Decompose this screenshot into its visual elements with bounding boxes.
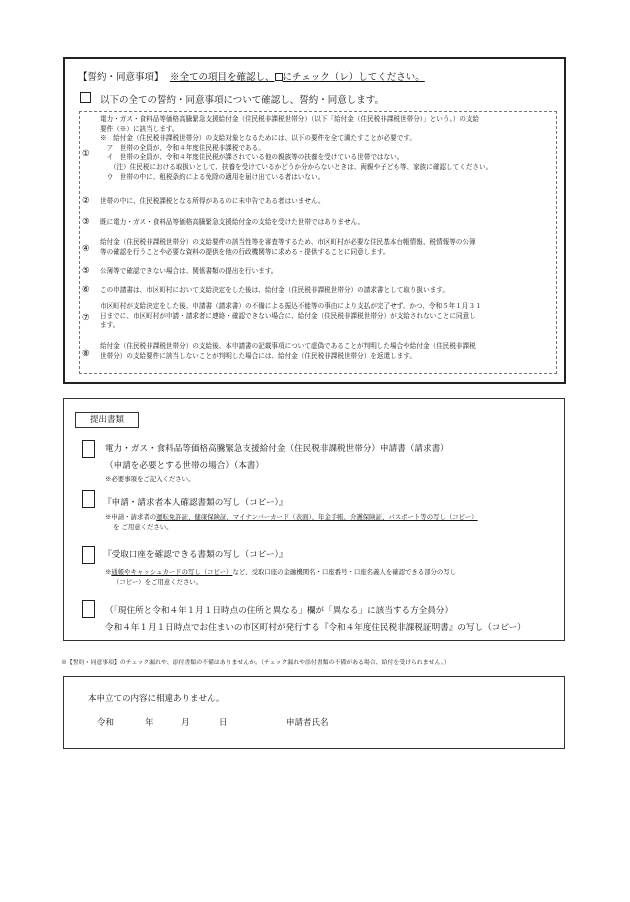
year-label: 年 [145, 718, 154, 728]
item-number: ② [82, 196, 90, 206]
era-label: 令和 [97, 718, 115, 728]
document-note-2: ※申請・請求者の運転免許証、健康保険証、マイナンバーカード（表面）、年金手帳、介護保険証、パスポート等の写し（コピー） [105, 513, 478, 521]
item-number: ⑦ [82, 313, 90, 323]
pledge-item-3: 既に電力・ガス・食料品等価格高騰緊急支援給付金の支給を受けた世帯ではありません。 [100, 218, 365, 226]
pledge-item-2: 世帯の中に、住民税課税となる所得があるのに未申告である者はいません。 [100, 197, 325, 205]
document-note-2-cont: を ご用意ください。 [113, 523, 173, 531]
pledge-heading: 【誓約・同意事項】 [78, 72, 164, 83]
pledge-instruction: ※全ての項目を確認し、 にチェック（レ）してください。 [170, 72, 425, 83]
documents-label: 提出書類 [75, 412, 139, 428]
pledge-item-1: 電力・ガス・食料品等価格高騰緊急支援給付金（住民税非課税世帯分）（以下「給付金（住民税非課税世帯分）」という。）の支給 要件（※）に該当します。 ※ 給付金（住民税非課税世帯分）の支給対象となるためには、以下の要件を全て満たすことが必要です。 ア 世帯の全員が、令和４年度住民税非課税である。 イ 世帯の全員が、令和４年度住民税が課されている他の親族等の扶養を受けている世帯ではない。 （注）住民税における取扱いとして、扶養を受けているかどうか分からないときは、両親や子ども等、家族に確認してください。 ウ 世帯の中に、租税条約による免除の適用を届け出ている者はいない。 [100, 115, 493, 181]
pledge-item-4: 給付金（住民税非課税世帯分）の支給要件の該当性等を審査等するため、市区町村が必要な住民基本台帳情報、税情報等の公簿 等の確認を行うことや必要な資料の提供を他の行政機関等に求める・提供することに同意します。 [100, 238, 476, 256]
day-label: 日 [219, 718, 228, 728]
item-number: ③ [82, 217, 90, 227]
document-title-1: 電力・ガス・食料品等価格高騰緊急支援給付金（住民税非課税世帯分）申請書（請求書） [105, 444, 449, 454]
applicant-name-label: 申請者氏名 [286, 718, 329, 728]
document-checkbox-3[interactable] [82, 546, 95, 564]
pledge-item-6: この申請書は、市区町村において支給決定をした後は、給付金（住民税非課税世帯分）の請求書として取り扱います。 [100, 286, 449, 294]
month-label: 月 [181, 718, 190, 728]
pledge-agree-text: 以下の全ての誓約・同意事項について確認し、誓約・同意します。 [100, 95, 385, 106]
document-sub-4: 令和４年１月１日時点でお住まいの市区町村が発行する『令和４年度住民税非課税証明書』の写し（コピー） [105, 623, 526, 633]
document-title-2: 『申請・請求者本人確認書類の写し（コピー）』 [103, 498, 288, 508]
item-number: ⑥ [82, 285, 90, 295]
confirmation-section [63, 676, 565, 749]
document-checkbox-2[interactable] [82, 490, 95, 508]
document-title-4: （「現住所と令和４年１月１日時点の住所と異なる」欄が「異なる」に該当する方全員分） [105, 606, 454, 616]
pledge-item-8: 給付金（住民税非課税世帯分）の支給後、本申請書の記載事項について虚偽であることが判明した場合や給付金（住民税非課税 世帯分）の支給要件に該当しないことが判明した場合には、給付金（住民税非課税世帯分）を返還します。 [100, 342, 476, 360]
item-number: ⑧ [82, 349, 90, 359]
document-note-3: ※通帳やキャッシュカードの写し（コピー）など、受取口座の金融機関名・口座番号・口座名義人を確認できる部分の写し [105, 568, 457, 576]
pledge-item-7: 市区町村が支給決定をした後、申請書（請求書）の不備による振込不能等の事由により支払が完了せず、かつ、令和５年１月３１ 日までに、市区町村が申請・請求者に連絡・確認できない場合に、給付金（住民税非課税世帯分）が支給されないことに同意し ます。 [100, 302, 482, 330]
document-note-1: ※必要事項をご記入ください。 [105, 475, 195, 483]
document-checkbox-1[interactable] [82, 440, 95, 458]
document-title-3: 『受取口座を確認できる書類の写し（コピー）』 [103, 550, 288, 560]
pledge-agree-checkbox[interactable] [80, 92, 91, 103]
footnote: ※【誓約・同意事項】のチェック漏れや、添付書類の不備はありませんか。（チェック漏れや添付書類の不備がある場合、給付を受けられません。） [61, 660, 450, 666]
item-number: ④ [82, 244, 90, 254]
item-number: ① [82, 149, 90, 159]
confirmation-statement: 本申立ての内容に相違ありません。 [88, 694, 225, 704]
checkbox-symbol [275, 73, 283, 81]
pledge-item-5: 公簿等で確認できない場合は、関係書類の提出を行います。 [100, 267, 278, 275]
document-sub-1: （申請を必要とする世帯の場合）（本書） [105, 461, 264, 471]
document-note-3-cont: （コピー）をご用意ください。 [113, 578, 203, 586]
document-checkbox-4[interactable] [82, 600, 95, 618]
item-number: ⑤ [82, 266, 90, 276]
